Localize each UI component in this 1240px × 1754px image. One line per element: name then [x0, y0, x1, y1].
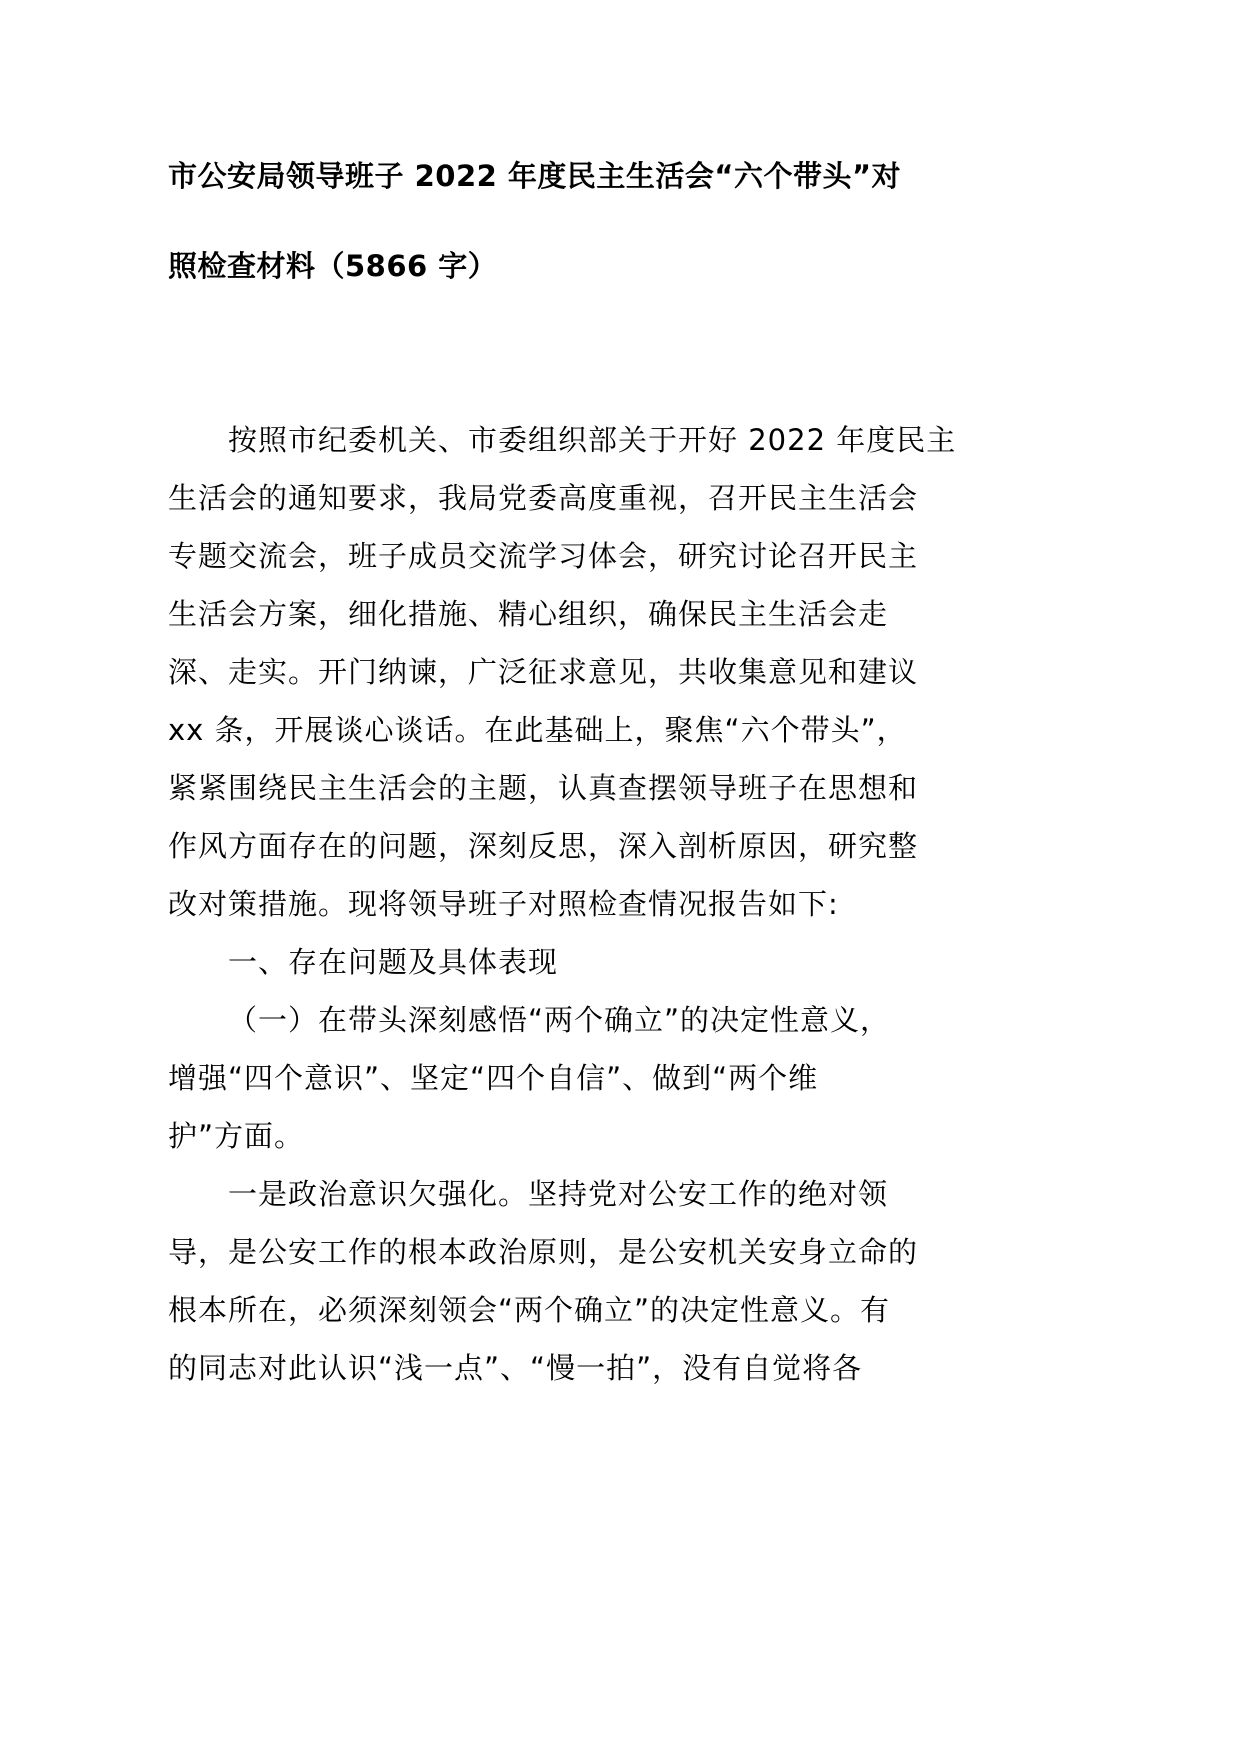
paragraph-line: 专题交流会，班子成员交流学习体会，研究讨论召开民主 [168, 539, 919, 573]
paragraph-line: 导，是公安工作的根本政治原则，是公安机关安身立命的 [168, 1235, 919, 1269]
subsection-heading-cont: 护”方面。 [168, 1119, 305, 1153]
document-title-line-2: 照检查材料（5866 字） [168, 249, 498, 283]
paragraph-line: 深、走实。开门纳谏，广泛征求意见，共收集意见和建议 [168, 655, 919, 689]
paragraph-line: 生活会方案，细化措施、精心组织，确保民主生活会走 [168, 597, 889, 631]
subsection-heading-cont: 增强“四个意识”、坚定“四个自信”、做到“两个维 [168, 1061, 819, 1095]
section-heading: 一、存在问题及具体表现 [228, 945, 559, 979]
subsection-heading: （一）在带头深刻感悟“两个确立”的决定性意义， [228, 1003, 891, 1037]
paragraph-line: 生活会的通知要求，我局党委高度重视，召开民主生活会 [168, 481, 919, 515]
paragraph-line: 根本所在，必须深刻领会“两个确立”的决定性意义。有 [168, 1293, 891, 1327]
paragraph-line: 的同志对此认识“浅一点”、“慢一拍”，没有自觉将各 [168, 1351, 863, 1385]
paragraph-line: 按照市纪委机关、市委组织部关于开好 2022 年度民主 [228, 423, 957, 457]
paragraph-line: 紧紧围绕民主生活会的主题，认真查摆领导班子在思想和 [168, 771, 919, 805]
paragraph-line: 一是政治意识欠强化。坚持党对公安工作的绝对领 [228, 1177, 889, 1211]
document-title-line-1: 市公安局领导班子 2022 年度民主生活会“六个带头”对 [168, 159, 902, 193]
paragraph-line: 改对策措施。现将领导班子对照检查情况报告如下: [168, 887, 839, 921]
paragraph-line: xx 条，开展谈心谈话。在此基础上，聚焦“六个带头”， [168, 713, 907, 747]
paragraph-line: 作风方面存在的问题，深刻反思，深入剖析原因，研究整 [168, 829, 919, 863]
